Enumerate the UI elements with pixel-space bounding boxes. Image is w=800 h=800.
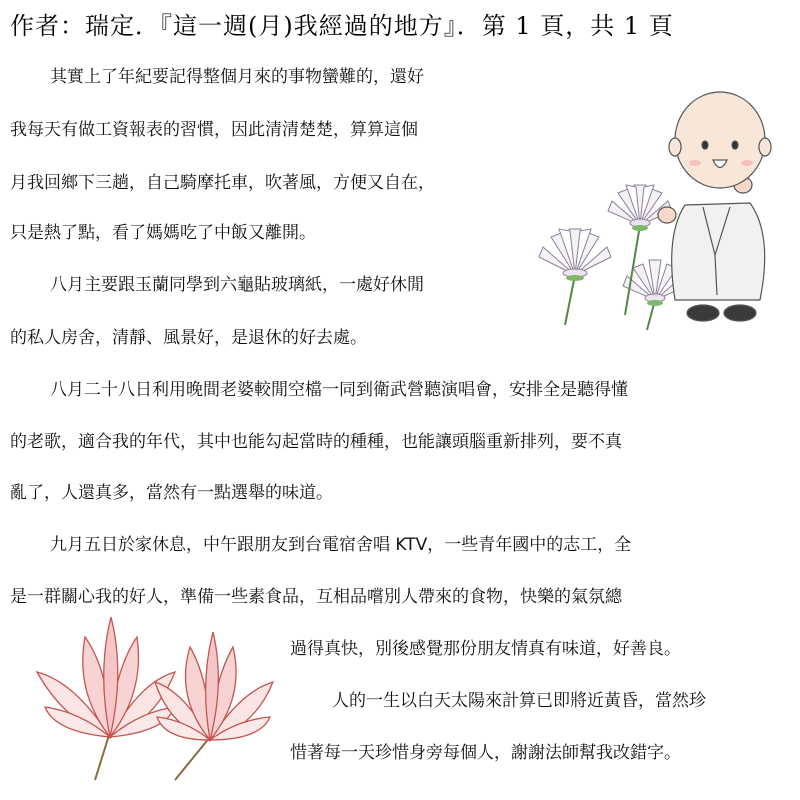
body-line: 過得真快，別後感覺那份朋友情真有味道，好善良。 xyxy=(290,639,681,659)
body-line: 只是熱了點，看了媽媽吃了中飯又離開。 xyxy=(10,223,316,243)
body-line: 九月五日於家休息，中午跟朋友到台電宿舍唱 KTV，一些青年國中的志工，全 xyxy=(50,535,632,555)
page-header: 作者：瑞定．『這一週(月)我經過的地方』．第 1 頁，共 1 頁 xyxy=(10,12,674,40)
body-line: 八月主要跟玉蘭同學到六龜貼玻璃紙，一處好休閒 xyxy=(50,275,424,295)
body-line: 的老歌，適合我的年代，其中也能勾起當時的種種，也能讓頭腦重新排列，要不真 xyxy=(10,432,622,452)
body-line: 亂了，人還真多，當然有一點選舉的味道。 xyxy=(10,483,333,503)
body-line: 惜著每一天珍惜身旁每個人，謝謝法師幫我改錯字。 xyxy=(290,743,681,763)
body-line: 是一群關心我的好人，準備一些素食品，互相品嚐別人帶來的食物，快樂的氣氛總 xyxy=(10,587,622,607)
body-line: 的私人房舍，清靜、風景好，是退休的好去處。 xyxy=(10,328,367,348)
body-line: 月我回鄉下三趟，自己騎摩托車，吹著風，方便又自在， xyxy=(10,173,435,193)
body-line: 我每天有做工資報表的習慣，因此清清楚楚，算算這個 xyxy=(10,120,418,140)
pink-lotus-illustration xyxy=(25,612,280,782)
monk-with-chrysanthemums-illustration xyxy=(535,85,785,340)
body-line: 其實上了年紀要記得整個月來的事物蠻難的，還好 xyxy=(50,67,424,87)
body-line: 八月二十八日利用晚間老婆較閒空檔一同到衛武營聽演唱會，安排全是聽得懂 xyxy=(50,380,628,400)
body-line: 人的一生以白天太陽來計算已即將近黃昏，當然珍 xyxy=(332,691,706,711)
